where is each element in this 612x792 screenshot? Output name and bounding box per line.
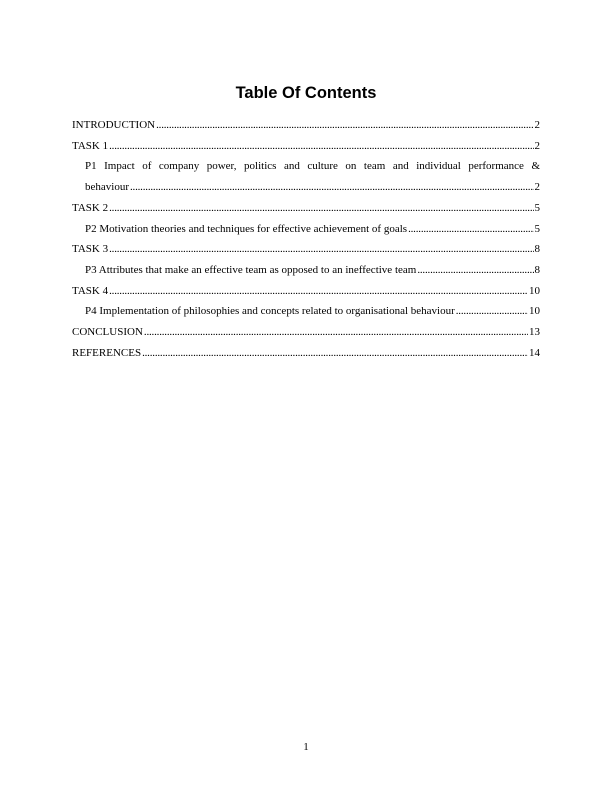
- toc-leader-dots: [156, 115, 533, 136]
- toc-entry-label: P1 Impact of company power, politics and culture on team and individual performance &: [85, 160, 540, 173]
- toc-entry-label: P2 Motivation theories and techniques for effective achievement of goals: [85, 222, 408, 235]
- toc-entry-page: 10: [529, 284, 540, 297]
- toc-entry-page: 5: [534, 201, 540, 214]
- toc-entry-task-3[interactable]: [72, 239, 540, 260]
- toc-list: [72, 115, 540, 363]
- page-number: 1: [303, 741, 309, 753]
- toc-entry-label: TASK 2: [72, 201, 109, 214]
- toc-entry-page: 8: [534, 243, 540, 256]
- toc-entry-page: 5: [534, 222, 540, 235]
- toc-entry-label: TASK 3: [72, 243, 109, 256]
- toc-entry-introduction[interactable]: [72, 115, 540, 136]
- toc-leader-dots: [142, 343, 528, 364]
- toc-entry-p1-line-1[interactable]: [72, 156, 540, 177]
- toc-entry-task-2[interactable]: [72, 198, 540, 219]
- toc-entry-label: P4 Implementation of philosophies and concepts related to organisational behaviour: [85, 305, 455, 318]
- toc-entry-page: 2: [534, 139, 540, 152]
- toc-leader-dots: [144, 322, 528, 343]
- toc-entry-page: 8: [534, 263, 540, 276]
- toc-entry-references[interactable]: [72, 343, 540, 364]
- toc-entry-p2[interactable]: [72, 219, 540, 240]
- toc-entry-page: 10: [529, 305, 540, 318]
- toc-leader-dots: [417, 260, 533, 281]
- toc-entry-p4[interactable]: [72, 301, 540, 322]
- toc-entry-label: TASK 4: [72, 284, 109, 297]
- toc-leader-dots: [109, 136, 533, 157]
- toc-entry-page: 2: [534, 119, 540, 131]
- toc-leader-dots: [109, 281, 528, 302]
- toc-entry-label: REFERENCES: [72, 346, 142, 359]
- toc-leader-dots: [408, 219, 533, 240]
- toc-entry-label: CONCLUSION: [72, 326, 143, 339]
- toc-entry-page: 13: [529, 326, 540, 339]
- toc-entry-p3[interactable]: [72, 260, 540, 281]
- toc-entry-task-1[interactable]: [72, 136, 540, 157]
- toc-leader-dots: [109, 198, 533, 219]
- toc-leader-dots: [130, 177, 534, 198]
- toc-entry-task-4[interactable]: [72, 281, 540, 302]
- toc-entry-p1-line-2[interactable]: [72, 177, 540, 198]
- toc-leader-dots: [456, 301, 528, 322]
- toc-entry-label: INTRODUCTION: [72, 119, 156, 131]
- toc-title: Table Of Contents: [235, 84, 377, 102]
- toc-entry-label: TASK 1: [72, 139, 109, 152]
- toc-entry-conclusion[interactable]: [72, 322, 540, 343]
- toc-entry-page: 14: [529, 346, 540, 359]
- toc-entry-page: 2: [534, 181, 540, 194]
- toc-leader-dots: [109, 239, 533, 260]
- toc-entry-label: P3 Attributes that make an effective team as opposed to an ineffective team: [85, 263, 417, 276]
- toc-entry-label: behaviour: [85, 181, 129, 194]
